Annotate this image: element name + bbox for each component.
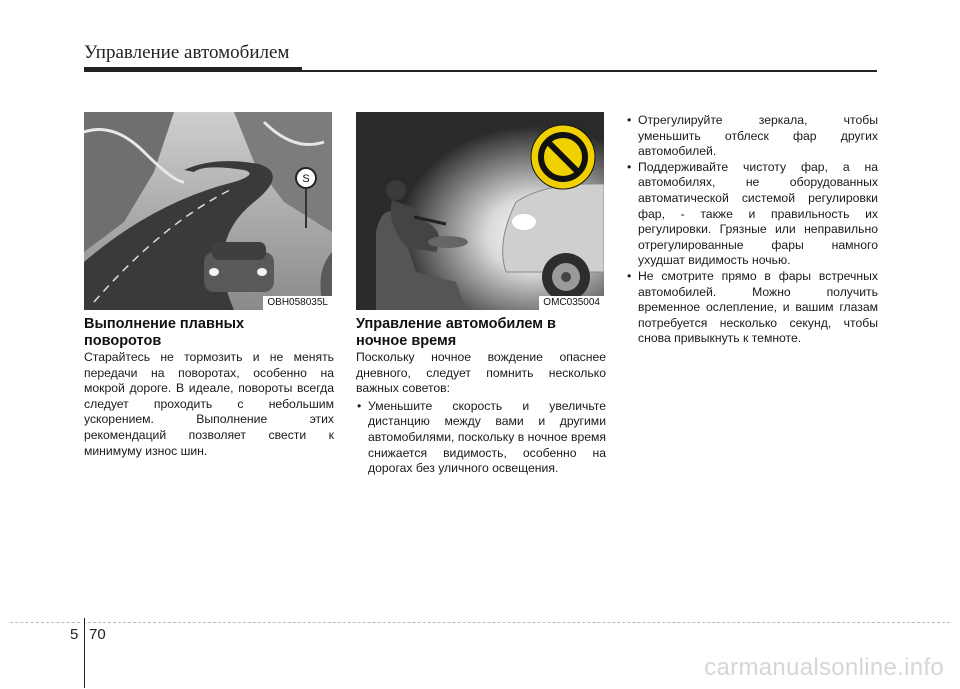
page-number: 70 (89, 626, 106, 643)
smooth-turns-paragraph: Старайтесь не тормозить и не менять передачи на поворотах, особенно на мокрой дороге. В идеале, повороты всегда следует проходить с небольшим ускорением. Выполнение этих рекомендаций позволяет свести к минимуму износ шин. (84, 350, 334, 458)
figure-code-1: OBH058035L (263, 296, 332, 310)
footer-dashed-rule-left (10, 622, 80, 623)
heading-smooth-turns-line2: поворотов (84, 333, 162, 349)
night-driving-column (356, 350, 606, 477)
list-item: • Не смотрите прямо в фары встречных автомобилей. Можно получить временное ослепление, и вашим глазам потребуется несколько секунд, чтобы снова привыкнуть к темноте. (626, 269, 878, 347)
figure-code-2: OMC035004 (539, 296, 604, 310)
header-rule-thin (300, 70, 877, 72)
heading-smooth-turns (84, 316, 334, 350)
list-item: • Поддерживайте чистоту фар, а на автомобилях, не оборудованных автоматической системой регулировки фар, - также и правильность их регулировки. Грязные или неправильно отрегулированные фары намного ухудшат видимость ночью. (626, 160, 878, 269)
road-sign-s: S (302, 173, 310, 185)
heading-night-driving-line2: ночное время (356, 333, 457, 349)
footer-dashed-rule-right (88, 622, 950, 623)
list-item: • Уменьшите скорость и увеличьте дистанцию между вами и другими автомобилями, поскольку в ночное время снижается видимость, особенно на дорогах без уличного освещения. (356, 399, 606, 477)
heading-night-driving-line1: Управление автомобилем в (356, 316, 556, 332)
night-driving-illustration (356, 112, 604, 310)
figure-night-driving (356, 112, 604, 310)
list-item: • Отрегулируйте зеркала, чтобы уменьшить отблеск фар других автомобилей. (626, 113, 878, 160)
page-header-title: Управление автомобилем (84, 42, 290, 63)
night-driving-intro: Поскольку ночное вождение опаснее дневного, следует помнить несколько важных советов: (356, 350, 606, 396)
winding-road-illustration (84, 112, 332, 310)
night-driving-bullet-list (356, 399, 606, 477)
night-tips-bullet-list (626, 113, 878, 347)
section-number: 5 (70, 626, 79, 643)
night-tips-column (626, 113, 878, 347)
heading-smooth-turns-line1: Выполнение плавных (84, 316, 245, 332)
header-rule-thick (84, 67, 302, 72)
heading-night-driving (356, 316, 606, 350)
watermark: carmanualsonline.info (704, 654, 944, 681)
footer-divider (84, 618, 85, 688)
figure-winding-road (84, 112, 332, 310)
